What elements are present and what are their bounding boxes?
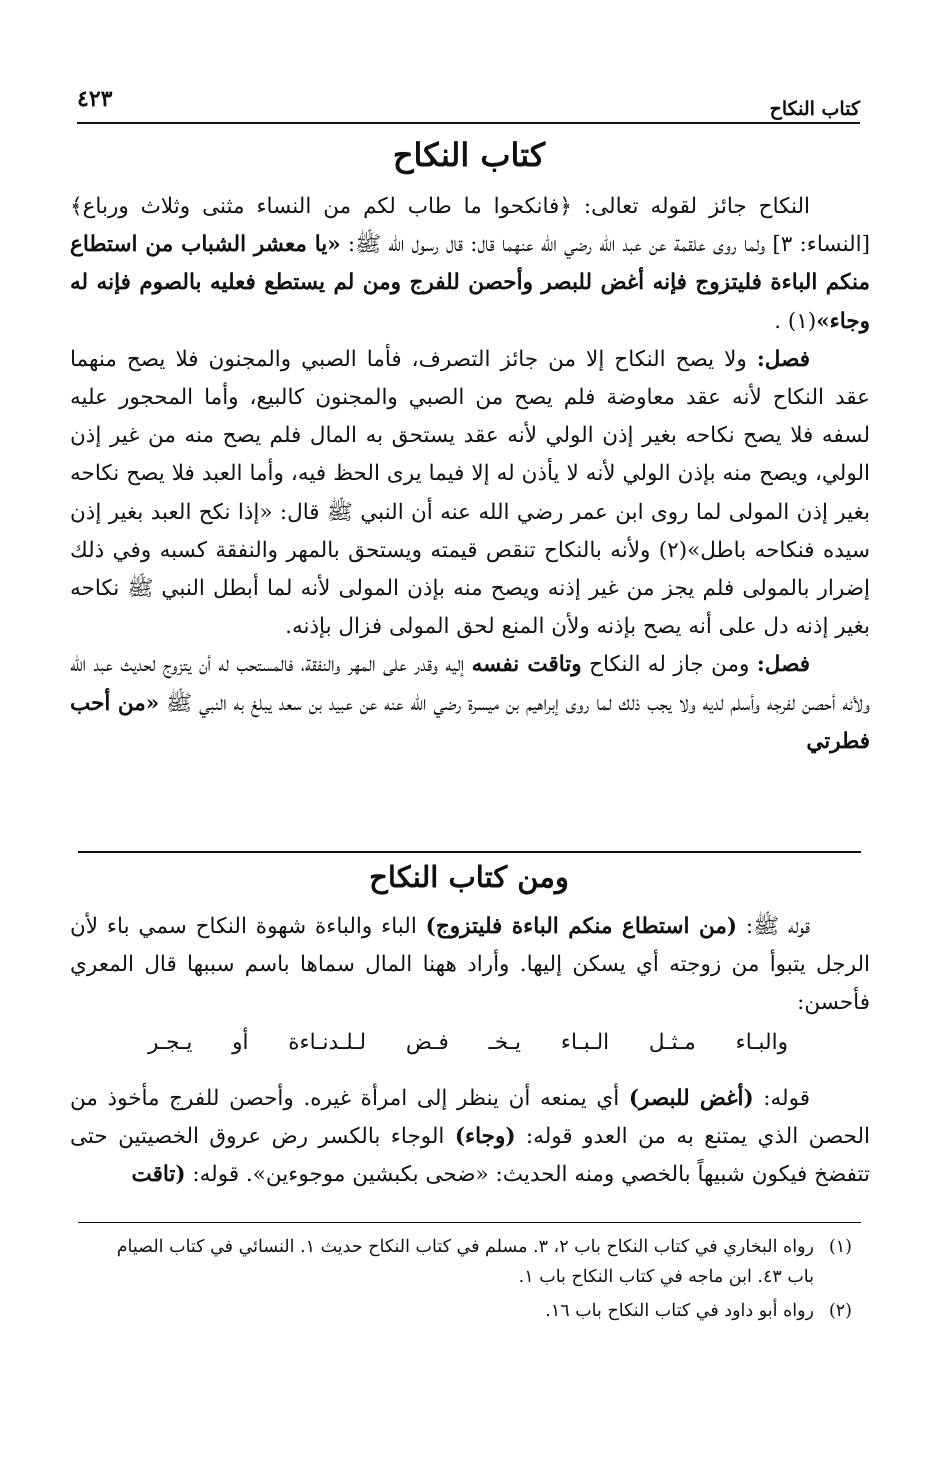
poem-word: فـض <box>405 1030 449 1055</box>
running-header <box>77 80 860 124</box>
footnote-2 <box>72 1296 852 1326</box>
footnote-ref-1: (١) . <box>774 308 817 334</box>
poem-word: الـبـاء <box>560 1030 610 1055</box>
main-p2-text: ولا يصح النكاح إلا من جائز التصرف، فأما الصبي والمجنون فلا يصح منهما عقد النكاح لأنه عقد معاوضة فلم يصح من الصبي والمجنون كالبيع، وأما المحجور عليه لسفه فلا يصح نكاحه بغير إذن الولي لأنه عقد يستحق به المال فلم يصح منه من غير إذن الولي، ويصح منه بإذن الولي لأنه لا يأذن له إلا فيما يرى الحظ فيه، وأما العبد فلا يصح نكاحه بغير إذن المولى لما روى ابن عمر رضي الله عنه أن النبي ﷺ قال: «إذا نكح العبد بغير إذن سيده فنكاحه باطل»(٢) ولأنه بالنكاح تنقص قيمته ويستحق بالمهر والنفقة كسبه وفي ذلك إضرار بالمولى فلم يجز من غير إذنه ويصح منه بإذن المولى لأنه لما أبطل النبي ﷺ نكاحه بغير إذنه دل على أنه يصح بإذنه ولأن المنع لحق المولى فزال بإذنه. <box>70 346 871 640</box>
commentary-p2-bold-a: (أغض للبصر) <box>628 1086 754 1111</box>
poem-verse <box>148 1030 788 1055</box>
main-paragraph-1 <box>70 188 870 341</box>
main-p3-text-a: ومن جاز له النكاح <box>581 652 757 678</box>
main-paragraph-2 <box>70 341 870 647</box>
poem-word: لـلـدنـاءة <box>288 1030 367 1055</box>
poem-word: أو <box>232 1030 249 1055</box>
footnote-divider <box>78 1222 861 1223</box>
footnote-1-line-2: باب ٤٣. ابن ماجه في كتاب النكاح باب ١. <box>518 1267 814 1287</box>
footnote-1 <box>72 1232 852 1262</box>
commentary-p2-bold-b: (وجاء) <box>454 1124 516 1150</box>
main-text <box>70 188 870 761</box>
main-p1-intro: النكاح جائز لقوله تعالى: ﴿فانكحوا ما طاب لكم من النساء مثنى وثلاث ورباع﴾ [النساء: ٣] ولما روى علقمة عن عبد الله رضي الله عنهما قال: قال رسول الله ﷺ: <box>70 194 870 258</box>
fasl-label-1: فصل: <box>756 346 810 372</box>
commentary-p2-c: الوجاء بالكسر رض عروق الخصيتين حتى تتفضخ فيكون شبيهاً بالخصي ومنه الحديث: «ضحى بكبشين موجوءين». قوله: <box>70 1124 870 1188</box>
page-number: ٤٢٣ <box>77 86 113 112</box>
footnote-2-number: (٢) <box>828 1301 852 1321</box>
main-paragraph-3 <box>70 646 870 761</box>
commentary-text-bottom <box>70 1080 870 1195</box>
footnote-1-continued <box>72 1262 852 1292</box>
section-divider <box>78 851 861 853</box>
main-p3-bold-a: وتاقت نفسه <box>471 652 582 678</box>
footnote-1-number: (١) <box>828 1237 852 1257</box>
commentary-p2-b: أي يمنعه أن ينظر إلى امرأة غيره. وأحصن للفرج مأخوذ من الحصن الذي يمتنع به من العدو قوله: <box>70 1086 871 1150</box>
main-p3-bold-b: «من أحب فطرتي <box>70 690 870 754</box>
commentary-paragraph-1 <box>70 908 870 1023</box>
poem-word: مـثـل <box>648 1030 696 1055</box>
commentary-text-top <box>70 908 870 1023</box>
commentary-paragraph-2 <box>70 1080 870 1195</box>
header-book-title: كتاب النكاح <box>769 98 860 120</box>
poem-word: والبـاء <box>735 1030 788 1055</box>
poem-word: يـخـ <box>488 1030 522 1055</box>
commentary-title: ومن كتاب النكاح <box>369 860 569 894</box>
hadith-text: «يا معشر الشباب من استطاع منكم الباءة فليتزوج فإنه أغض للبصر وأحصن للفرج ومن لم يستطع فعليه بالصوم فإنه له وجاء» <box>70 232 870 334</box>
footnote-2-text: رواه أبو داود في كتاب النكاح باب ١٦. <box>545 1301 814 1321</box>
commentary-p1-b: الباء والباءة شهوة النكاح سمي باء لأن الرجل يتبوأ من زوجته أي يسكن إليها. وأراد ههنا المال سماها باسم سببها قال المعري فأحسن: <box>70 914 870 1016</box>
commentary-p2-a: قوله: <box>753 1086 810 1111</box>
fasl-label-2: فصل: <box>756 652 811 678</box>
main-p3-text-b: إليه وقدر على المهر والنفقة، فالمستحب له أن يتزوج لحديث عبد الله ولأنه أحصن لفرجه وأسلم لديه ولا يجب ذلك لما روى إبراهيم بن ميسرة رضي الله عنه عن عبيد بن سعد يبلغ به النبي ﷺ <box>70 652 870 716</box>
commentary-p1-a: قوله ﷺ: <box>737 914 810 939</box>
footnotes <box>72 1232 852 1326</box>
footnote-1-line-1: رواه البخاري في كتاب النكاح باب ٢، ٣. مسلم في كتاب النكاح حديث ١. النسائي في كتاب الصيام <box>116 1237 814 1257</box>
chapter-title: كتاب النكاح <box>392 136 546 174</box>
commentary-p1-bold: (من استطاع منكم الباءة فليتزوج) <box>425 914 738 939</box>
poem-word: يـجـر <box>148 1030 193 1055</box>
commentary-p2-bold-c: (تاقت <box>131 1162 186 1188</box>
